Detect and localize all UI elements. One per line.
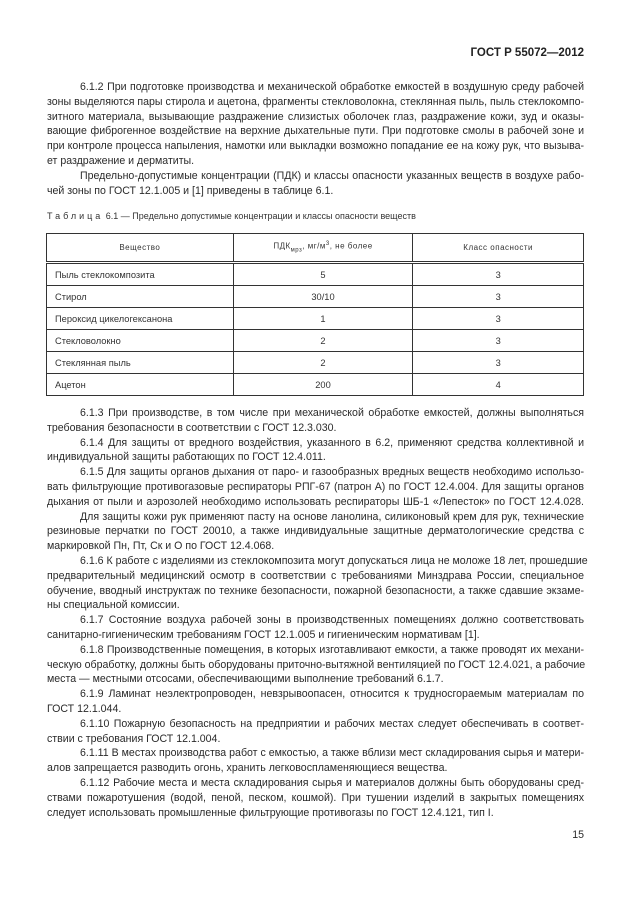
text-line: санитарно-гигиеническим требованиям ГОСТ 12.1.005 и гигиеническим нормативам [1]. <box>47 628 480 641</box>
header-pdk-sup: 3 <box>325 241 330 248</box>
text-line: 6.1.6 К работе с изделиями из стеклокомпозита могут допускаться лица не моложе 18 лет, прошедшие <box>80 554 588 567</box>
text-line: 6.1.3 При производстве, в том числе при механической обработке емкостей, должны выполняться <box>80 407 584 419</box>
text-line: 6.1.11 В местах производства работ с емкостью, а также вблизи мест складирования сырья и матери- <box>80 747 584 760</box>
cell-substance: Пероксид цикелогексанона <box>47 308 234 330</box>
table-row <box>47 263 584 286</box>
text-line: вающие фиброгенное воздействие на верхние дыхательные пути. При подготовке смолы в рабочей зоне и <box>47 125 584 138</box>
text-line: Предельно-допустимые концентрации (ПДК) и классы опасности указанных веществ в воздухе рабо- <box>80 169 584 182</box>
text-line: 6.1.12 Рабочие места и места складирования сырья и материалов должны быть оборудованы сред- <box>80 776 584 789</box>
cell-pdk-value: 2 <box>233 330 413 352</box>
cell-pdk-value: 30/10 <box>233 286 413 308</box>
text-line: алов запрещается разводить огонь, хранить легковоспламеняющиеся вещества. <box>47 762 448 775</box>
table-caption-text: 6.1 — Предельно допустимые концентрации и классы опасности веществ <box>103 211 416 221</box>
cell-pdk-value: 5 <box>233 263 413 286</box>
table-caption-label: Таблица <box>47 211 104 221</box>
text-line: зитного материала, вызывающие раздражение слизистых оболочек глаз, раздражение кожи, зуд и оказы- <box>47 110 584 123</box>
header-pdk-unit: , мг/м <box>302 242 326 252</box>
text-line: ческую обработку, должны быть оборудованы приточно-вытяжной вентиляцией по ГОСТ 12.4.021, а рабочие <box>47 658 586 671</box>
table-row <box>47 374 584 396</box>
cell-pdk-value: 200 <box>233 374 413 396</box>
cell-pdk-value: 1 <box>233 308 413 330</box>
header-pdk-label: ПДК <box>273 242 291 252</box>
text-line: 6.1.8 Производственные помещения, в которых изготавливают емкости, а также проводят их механи- <box>80 643 584 656</box>
header-hazard-class: Класс опасности <box>413 234 584 263</box>
text-line: индивидуальной защиты работающих по ГОСТ 12.4.011. <box>47 451 326 464</box>
cell-substance: Ацетон <box>47 374 234 396</box>
table-header-row <box>47 234 584 263</box>
table-caption <box>47 211 416 221</box>
text-line: места — местными отсосами, обеспечивающими выполнение требований 6.1.7. <box>47 673 444 686</box>
cell-hazard-class: 3 <box>413 286 584 308</box>
text-line: 6.1.9 Ламинат неэлектропроводен, невзрывоопасен, относится к трудносгораемым материалам по <box>80 688 584 701</box>
text-line: 6.1.7 Состояние воздуха рабочей зоны в производственных помещениях должно соответствовать <box>80 614 584 627</box>
cell-pdk-value: 2 <box>233 352 413 374</box>
header-pdk-sub: мрз <box>290 247 303 254</box>
cell-hazard-class: 3 <box>413 352 584 374</box>
text-line: ны специальной комиссии. <box>47 599 180 612</box>
text-block-safety <box>47 406 588 820</box>
table-row <box>47 330 584 352</box>
header-pdk-tail: , не более <box>329 242 373 252</box>
table-row <box>47 352 584 374</box>
text-line: 6.1.10 Пожарную безопасность на предприятии и рабочих местах следует обеспечивать в соответ- <box>80 717 584 730</box>
cell-substance: Стеклянная пыль <box>47 352 234 374</box>
table-row <box>47 286 584 308</box>
cell-hazard-class: 4 <box>413 374 584 396</box>
text-line: вать фильтрующие противогазовые респираторы РПГ-67 (патрон А) по ГОСТ 12.4.004. Для защиты органов <box>47 480 584 493</box>
text-line: при контроле процесса напыления, намотки или выкладки возможно попадание ее на кожу рук, что вызыва- <box>47 140 584 153</box>
text-line: зоны выделяются пары стирола и ацетона, фрагменты стекловолокна, стеклянная пыль, пыль стеклокомпо- <box>47 95 584 108</box>
text-line: 6.1.2 При подготовке производства и механической обработке емкостей в воздушную среду рабочей <box>80 81 584 93</box>
text-line: дыхания от пыли и аэрозолей необходимо использовать респираторы ШБ-1 «Лепесток» по ГОСТ 12.4.028. <box>47 495 584 508</box>
pdk-table <box>46 233 584 396</box>
text-line: маркировкой Пн, Пт, Ск и О по ГОСТ 12.4.068. <box>47 540 275 553</box>
text-line: ГОСТ 12.1.044. <box>47 702 122 715</box>
cell-hazard-class: 3 <box>413 263 584 286</box>
text-line: следует использовать промышленные фильтрующие противогазы по ГОСТ 12.4.121, тип I. <box>47 806 494 819</box>
header-substance: Вещество <box>47 234 234 263</box>
text-block-intro <box>47 80 584 198</box>
text-line: 6.1.5 Для защиты органов дыхания от паро- и газообразных вредных веществ необходимо использо- <box>80 466 584 479</box>
cell-hazard-class: 3 <box>413 330 584 352</box>
page-number: 15 <box>572 829 584 841</box>
text-line: требования безопасности в соответствии с ГОСТ 12.3.030. <box>47 421 337 434</box>
header-pdk <box>233 234 413 263</box>
cell-hazard-class: 3 <box>413 308 584 330</box>
text-line: ет раздражение и дерматиты. <box>47 154 195 167</box>
text-line: Для защиты кожи рук применяют пасту на основе ланолина, силиконовый крем для рук, технические <box>80 510 584 523</box>
document-header-id: ГОСТ Р 55072—2012 <box>470 47 584 59</box>
text-line: ствами пожаротушения (водой, пеной, песком, кошмой). При тушении изделий в закрытых помещениях <box>47 791 584 804</box>
text-line: ствии с требования ГОСТ 12.1.004. <box>47 732 221 745</box>
table-row <box>47 308 584 330</box>
text-line: резиновые перчатки по ГОСТ 20010, а также индивидуальные защитные дерматологические средства с <box>47 525 584 538</box>
cell-substance: Стирол <box>47 286 234 308</box>
text-line: предварительный медицинский осмотр в соответствии с требованиями Минздрава России, специальное <box>47 569 584 582</box>
text-line: чей зоны по ГОСТ 12.1.005 и [1] приведены в таблице 6.1. <box>47 184 334 197</box>
cell-substance: Стекловолокно <box>47 330 234 352</box>
cell-substance: Пыль стеклокомпозита <box>47 263 234 286</box>
text-line: 6.1.4 Для защиты от вредного воздействия, указанного в 6.2, применяют средства коллективной и <box>80 436 584 449</box>
text-line: обучение, вводный инструктаж по технике безопасности, пожарной безопасности, а также сдавшие экзаме- <box>47 584 584 597</box>
